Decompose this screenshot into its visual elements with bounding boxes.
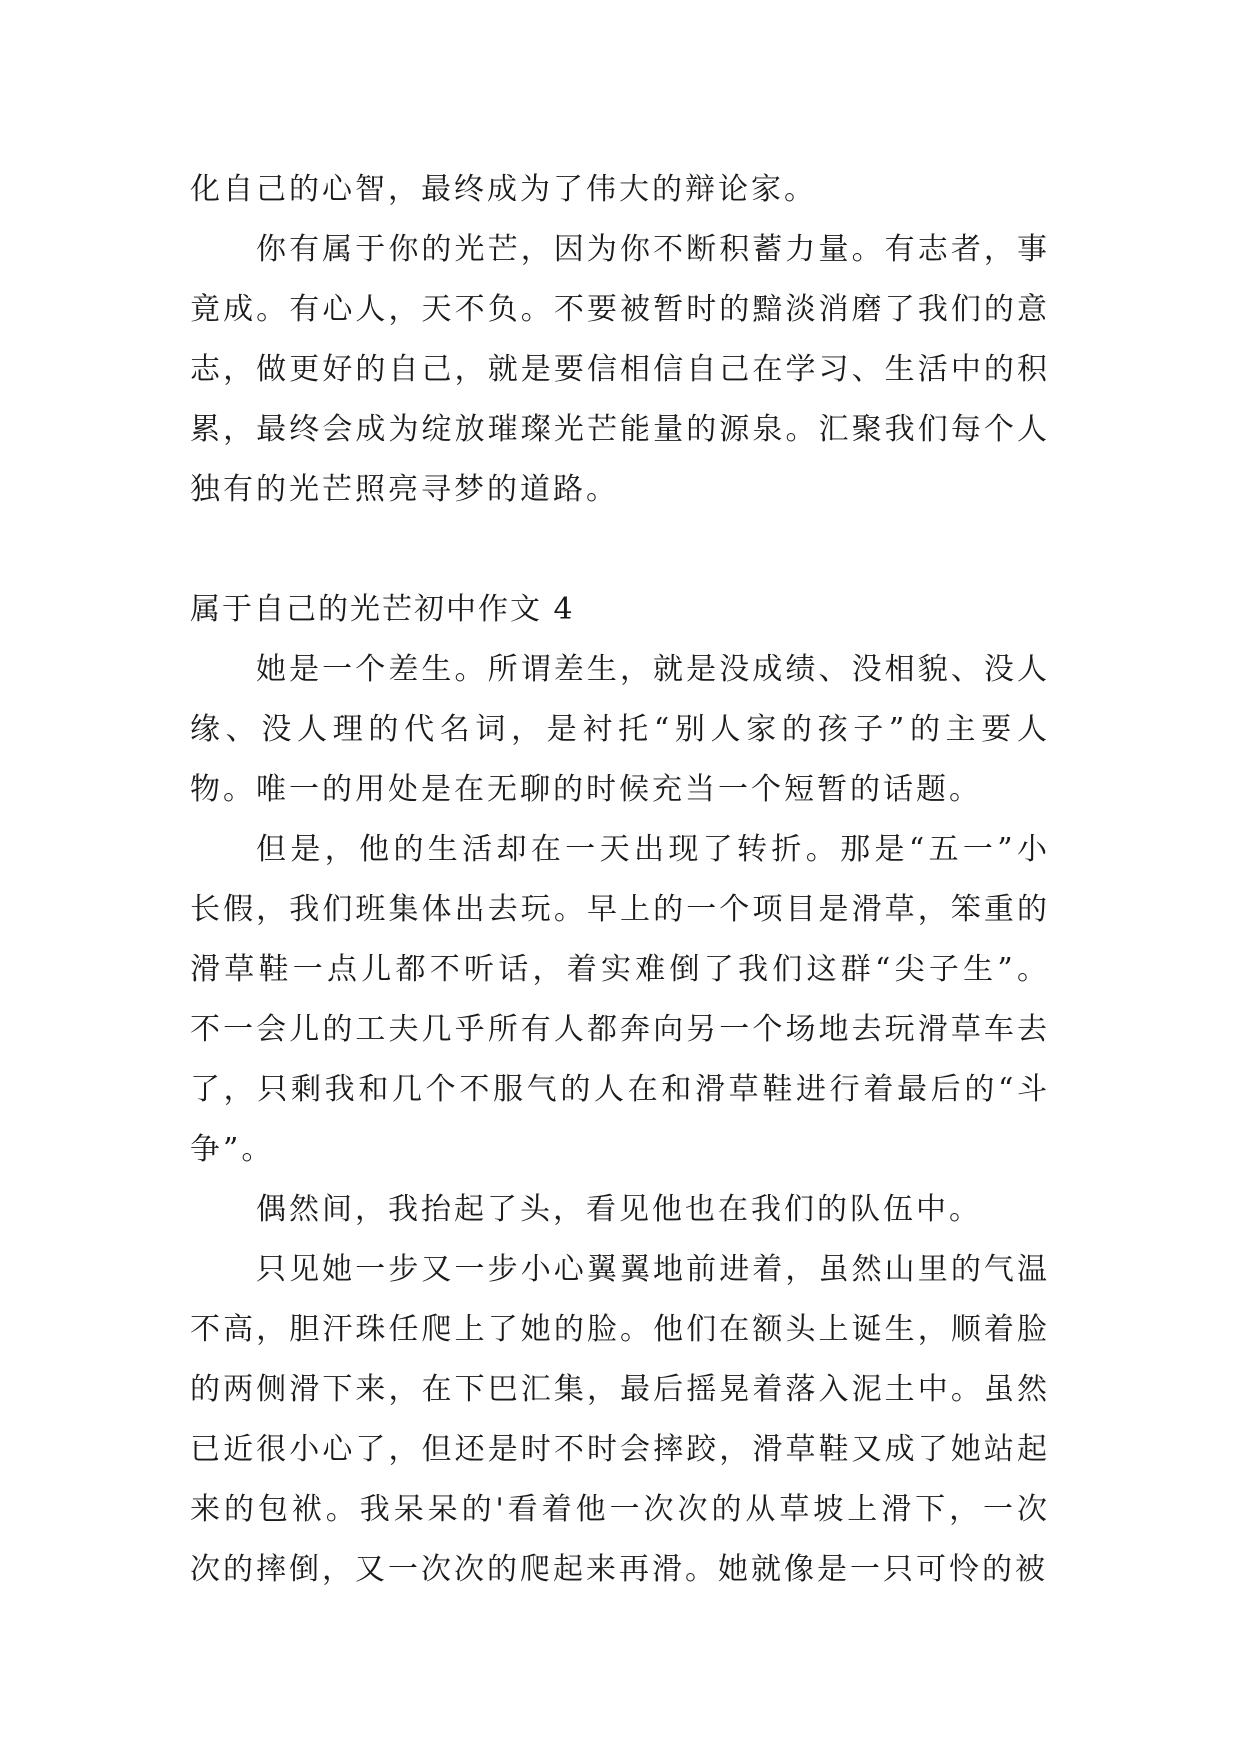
paragraph: 你有属于你的光芒，因为你不断积蓄力量。有志者，事竟成。有心人，天不负。不要被暂时的黯淡消磨了我们的意志，做更好的自己，就是要信相信自己在学习、生活中的积累，最终会成为绽放璀璨光芒能量的源泉。汇聚我们每个人独有的光芒照亮寻梦的道路。 xyxy=(190,232,1050,507)
paragraph: 只见她一步又一步小心翼翼地前进着，虽然山里的气温不高，胆汗珠任爬上了她的脸。他们在额头上诞生，顺着脸的两侧滑下来，在下巴汇集，最后摇晃着落入泥土中。虽然已近很小心了，但还是时不时会摔跤，滑草鞋又成了她站起来的包袱。我呆呆的'看着他一次次的从草坡上滑下，一次次的摔倒，又一次次的爬起来再滑。她就像是一只可怜的被 xyxy=(190,1252,1050,1587)
paragraph-continuation: 化自己的心智，最终成为了伟大的辩论家。 xyxy=(190,172,817,207)
essay-title: 属于自己的光芒初中作文 4 xyxy=(190,592,575,627)
paragraph: 偶然间，我抬起了头，看见他也在我们的队伍中。 xyxy=(256,1192,982,1227)
paragraph: 她是一个差生。所谓差生，就是没成绩、没相貌、没人缘、没人理的代名词，是衬托“别人家的孩子”的主要人物。唯一的用处是在无聊的时候充当一个短暂的话题。 xyxy=(190,652,1050,807)
paragraph: 但是，他的生活却在一天出现了转折。那是“五一”小长假，我们班集体出去玩。早上的一个项目是滑草，笨重的滑草鞋一点儿都不听话，着实难倒了我们这群“尖子生”。不一会儿的工夫几乎所有人都奔向另一个场地去玩滑草车去了，只剩我和几个不服气的人在和滑草鞋进行着最后的“斗争”。 xyxy=(190,832,1050,1167)
document-body xyxy=(190,160,1050,1600)
